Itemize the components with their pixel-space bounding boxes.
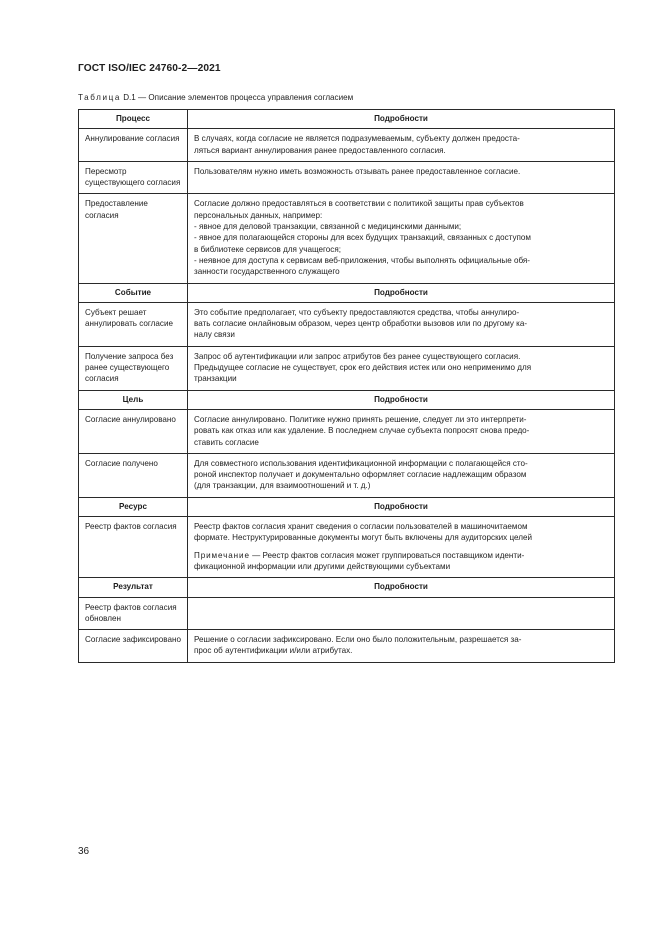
section-title: Событие [79,283,188,302]
table-row [79,346,615,390]
description-line: Решение о согласии зафиксировано. Если оно было положительным, разрешается за- [194,635,522,645]
element-name: Согласие зафиксировано [79,630,188,663]
section-title: Процесс [79,110,188,129]
description-line: Согласие должно предоставляться в соответствии с политикой защиты прав субъектов [194,199,524,209]
details-header: Подробности [188,110,615,129]
section-header-row [79,110,615,129]
description-line: транзакции [194,374,237,384]
table-caption-number: D.1 [123,93,136,102]
table-row [79,597,615,630]
section-title: Ресурс [79,497,188,516]
details-header: Подробности [188,497,615,516]
section-header-row [79,578,615,597]
description-line: Согласие аннулировано. Политике нужно принять решение, следует ли это интерпрети- [194,414,527,424]
description-line: - неявное для доступа к сервисам веб-приложения, чтобы выполнять официальные обя- [194,255,530,265]
description-line: В случаях, когда согласие не является подразумеваемым, субъекту должен предоста- [194,134,520,144]
section-title: Цель [79,390,188,409]
description-line: вать согласие онлайновым образом, через центр обработки вызовов или по другому ка- [194,319,528,329]
element-name: Предоставление согласия [79,194,188,283]
details-header: Подробности [188,390,615,409]
document-header: ГОСТ ISO/IEC 24760-2—2021 [78,63,221,74]
consent-process-table [78,109,615,663]
details-header: Подробности [188,578,615,597]
element-description [188,161,615,194]
element-name: Реестр фактов согласия [79,517,188,578]
section-header-row [79,390,615,409]
description-line: Для совместного использования идентификационной информации с полагающейся сто- [194,458,528,468]
element-description [188,517,615,578]
element-description [188,346,615,390]
section-header-row [79,283,615,302]
element-description [188,597,615,630]
description-line: прос об аутентификации и/или атрибутах. [194,646,353,656]
page-number: 36 [78,846,90,857]
table-row [79,302,615,346]
description-line: налу связи [194,330,235,340]
table-row [79,194,615,283]
element-description [188,129,615,162]
description-line: Запрос об аутентификации или запрос атрибутов без ранее существующего согласия. [194,351,521,361]
table-caption [78,93,353,102]
element-name: Аннулирование согласия [79,129,188,162]
description-line: персональных данных, например: [194,210,323,220]
table-caption-label: Таблица [78,93,121,102]
table-row [79,161,615,194]
description-line: (для транзакции, для взаимоотношений и т. д.) [194,481,371,491]
element-name: Согласие аннулировано [79,409,188,453]
table-row [79,517,615,578]
description-line: Пользователям нужно иметь возможность отзывать ранее предоставленное согласие. [194,166,521,176]
description-line: формате. Неструктурированные документы могут быть включены для аудиторских целей [194,533,532,543]
element-name: Пересмотр существующего согласия [79,161,188,194]
element-description [188,409,615,453]
element-name: Согласие получено [79,453,188,497]
element-name: Получение запроса без ранее существующего согласия [79,346,188,390]
description-line: в библиотеке сервисов для учащегося; [194,244,341,254]
description-line: Предыдущее согласие не существует, срок его действия истек или оно неприменимо для [194,363,532,373]
table-row [79,129,615,162]
element-description [188,453,615,497]
element-description [188,194,615,283]
description-line: ляться вариант аннулирования ранее предоставленного согласия. [194,145,446,155]
description-line: ставить согласие [194,437,259,447]
table-row [79,409,615,453]
note-label: Примечание [194,550,250,560]
note-line: фикационной информации или другими действующими субъектами [194,561,451,571]
section-title: Результат [79,578,188,597]
element-description [188,302,615,346]
description-line: Реестр фактов согласия хранит сведения о согласии пользователей в машиночитаемом [194,522,528,532]
section-header-row [79,497,615,516]
element-name: Субъект решает аннулировать согласие [79,302,188,346]
description-line: занности государственного служащего [194,267,340,277]
note [194,550,609,573]
table-row [79,630,615,663]
description-line: - явное для полагающейся стороны для всех будущих транзакций, связанных с доступом [194,233,531,243]
description-line: Это событие предполагает, что субъекту предоставляются средства, чтобы аннулиро- [194,307,520,317]
description-line: роной инспектор получает и документально оформляет согласие надлежащим образом [194,470,527,480]
description-line: ровать как отказ или как удаление. В последнем случае субъекта попросят снова предо- [194,426,530,436]
details-header: Подробности [188,283,615,302]
description-line: - явное для деловой транзакции, связанной с медицинскими данными; [194,222,462,232]
element-description [188,630,615,663]
note-line: — Реестр фактов согласия может группироваться поставщиком иденти- [252,550,525,560]
table-row [79,453,615,497]
element-name: Реестр фактов согласия обновлен [79,597,188,630]
table-caption-text: — Описание элементов процесса управления согласием [138,93,354,102]
